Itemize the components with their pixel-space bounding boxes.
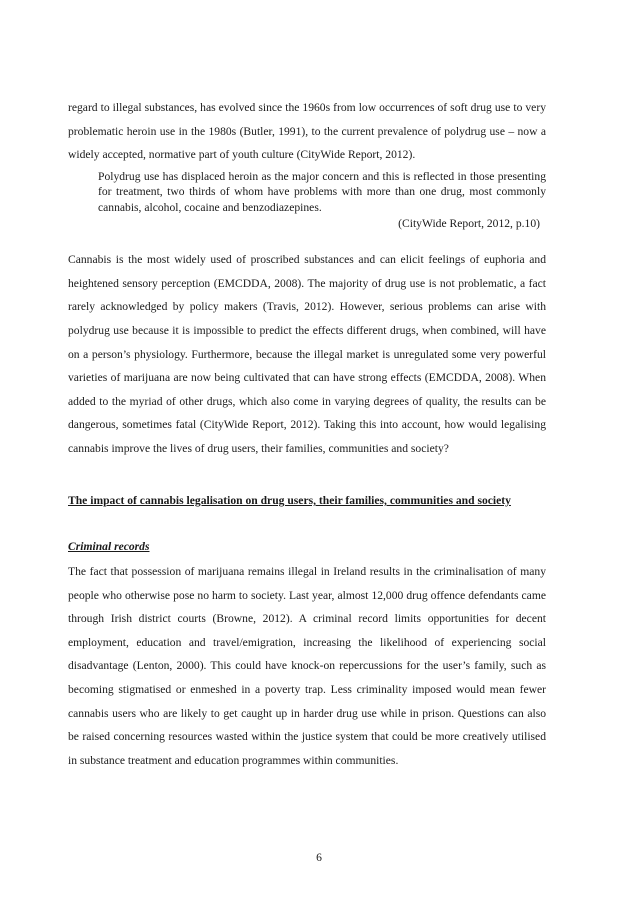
- subsection-heading: Criminal records: [68, 540, 150, 553]
- paragraph-3: The fact that possession of marijuana remains illegal in Ireland results in the criminalisation of many people who otherwise pose no harm to society. Last year, almost 12,000 drug offence defendants came through Irish district courts (Browne, 2012). A criminal record limits opportunities for decent employment, education and travel/emigration, increasing the likelihood of experiencing social disadvantage (Lenton, 2000). This could have knock-on repercussions for the user’s family, such as becoming stigmatised or enmeshed in a poverty trap. Less criminality imposed would mean fewer cannabis users who are likely to get caught up in harder drug use while in prison. Questions can also be raised concerning resources wasted within the justice system that could be more creatively utilised in substance treatment and education programmes within communities.: [68, 565, 546, 767]
- page-number: 6: [316, 851, 322, 864]
- paragraph-1: regard to illegal substances, has evolved since the 1960s from low occurrences of soft drug use to very problematic heroin use in the 1980s (Butler, 1991), to the current prevalence of polydrug use – now a widely accepted, normative part of youth culture (CityWide Report, 2012).: [68, 101, 546, 162]
- document-page: [68, 96, 546, 767]
- block-quote: [98, 169, 546, 231]
- paragraph-2: Cannabis is the most widely used of proscribed substances and can elicit feelings of euphoria and heightened sensory perception (EMCDDA, 2008). The majority of drug use is not problematic, a fact rarely acknowledged by policy makers (Travis, 2012). However, serious problems can arise with polydrug use because it is impossible to predict the effects different drugs, when combined, will have on a person’s physiology. Furthermore, because the illegal market is unregulated some very powerful varieties of marijuana are now being cultivated that can have strong effects (EMCDDA, 2008). When added to the myriad of other drugs, which also come in varying degrees of quality, the results can be dangerous, sometimes fatal (CityWide Report, 2012). Taking this into account, how would legalising cannabis improve the lives of drug users, their families, communities and society?: [68, 253, 546, 455]
- quote-text: Polydrug use has displaced heroin as the major concern and this is reflected in those presenting for treatment, two thirds of whom have problems with more than one drug, most commonly cannabis, alcohol, cocaine and benzodiazepines.: [98, 169, 546, 214]
- quote-citation: (CityWide Report, 2012, p.10): [398, 216, 540, 230]
- section-heading: The impact of cannabis legalisation on drug users, their families, communities and society: [68, 494, 511, 507]
